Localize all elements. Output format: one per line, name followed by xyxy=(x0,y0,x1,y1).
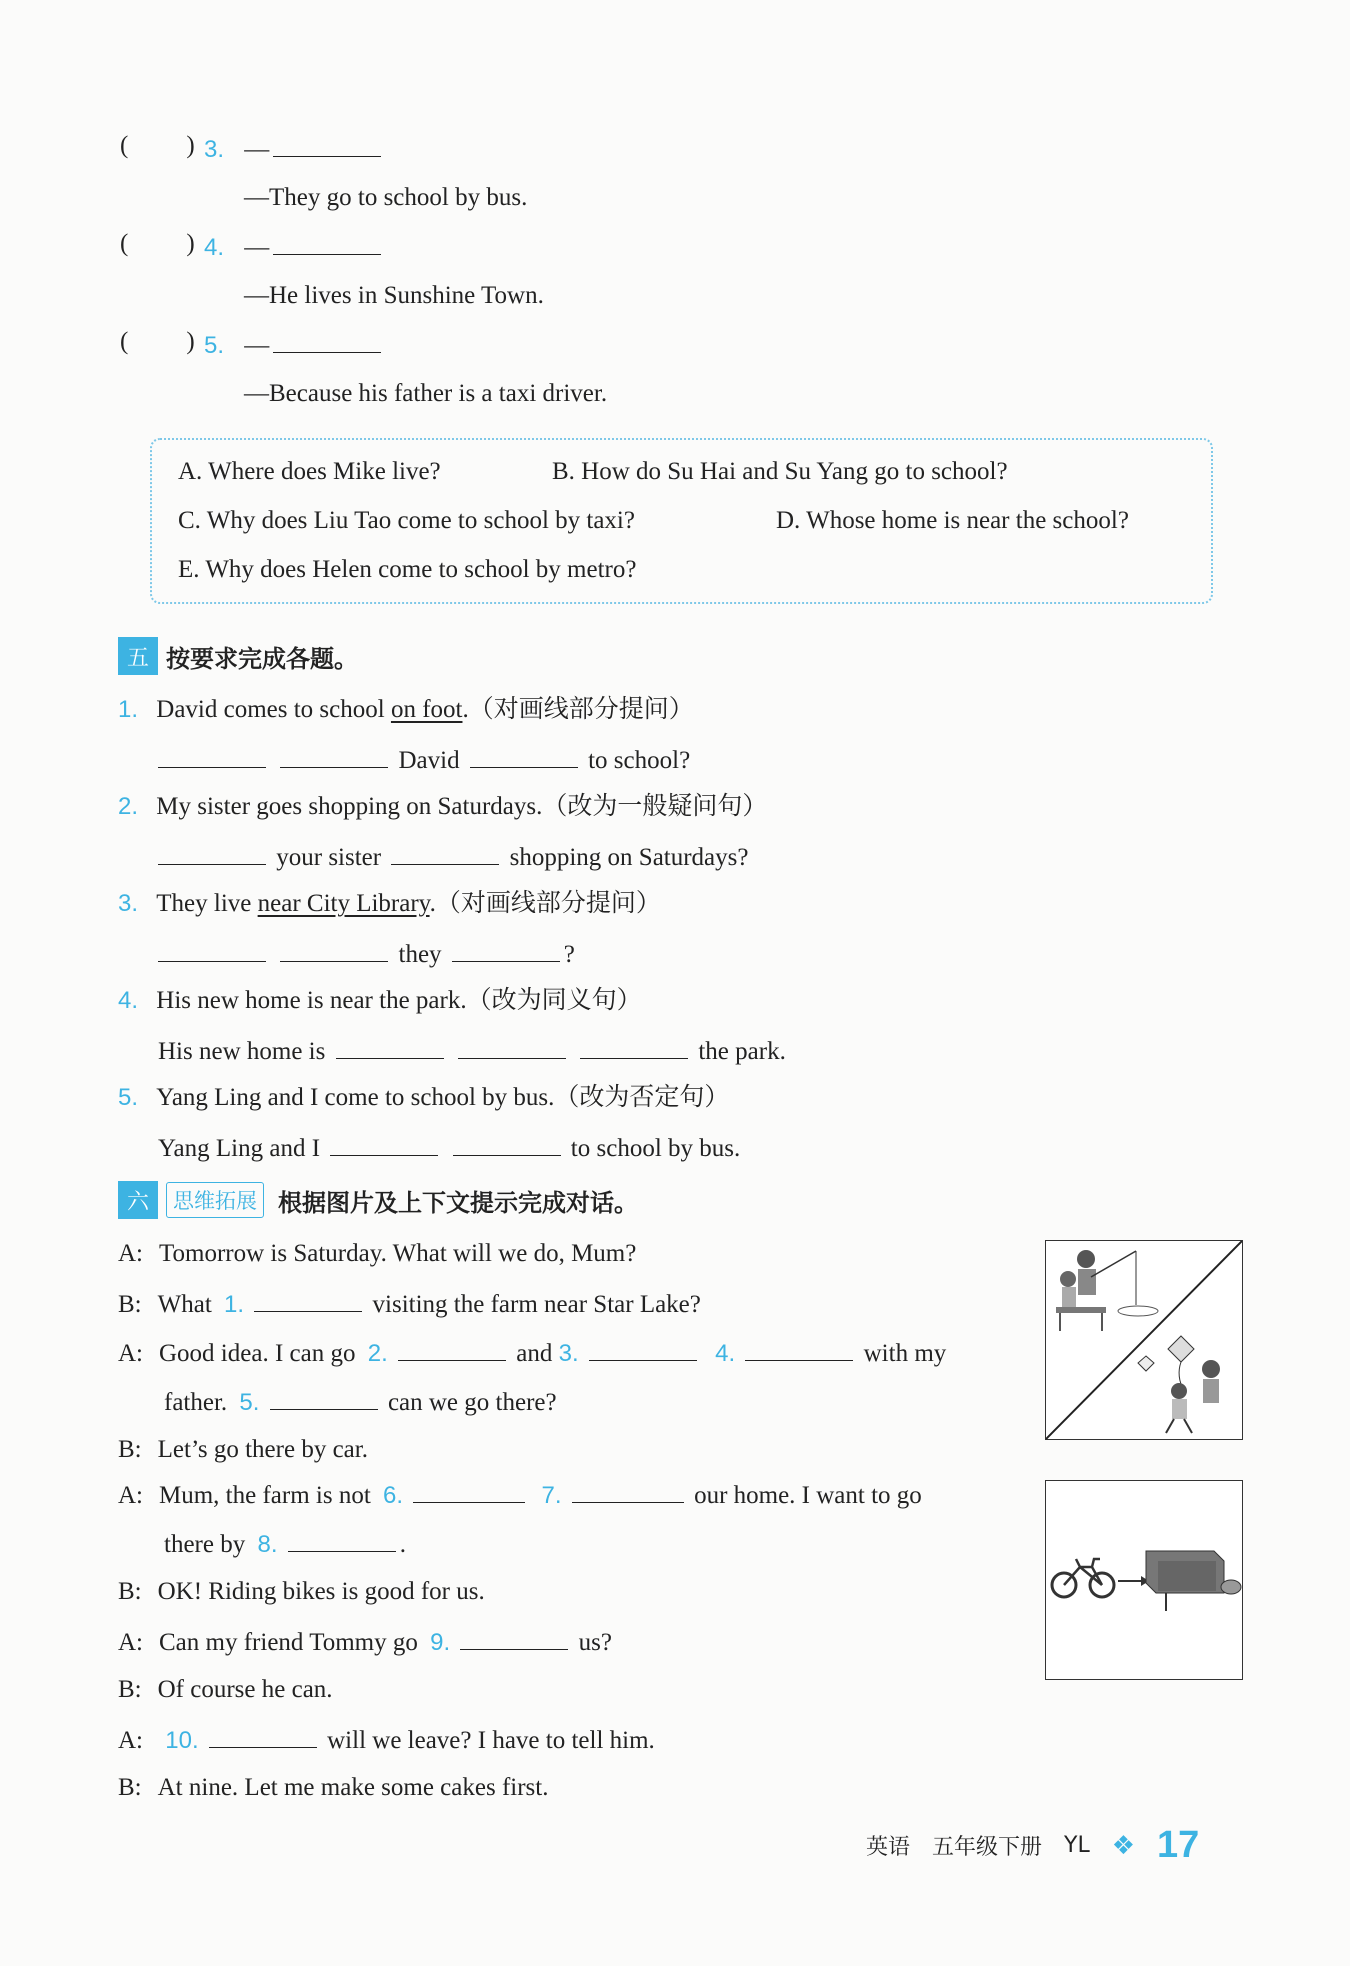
option-e: E. Why does Helen come to school by metro? xyxy=(178,556,637,583)
dialog-line-9: A: Can my friend Tommy go 9. us? xyxy=(118,1625,612,1659)
answer-paren-5[interactable]: ( ) xyxy=(120,328,195,355)
footer-grade: 五年级下册 xyxy=(932,1835,1043,1860)
blank[interactable] xyxy=(453,1131,561,1156)
dialog-line-7: there by 8. . xyxy=(164,1527,406,1561)
section-5-header xyxy=(118,637,358,675)
blank[interactable] xyxy=(745,1336,853,1361)
dialog-line-1: A: Tomorrow is Saturday. What will we do, Mum? xyxy=(118,1240,637,1267)
blank[interactable] xyxy=(280,937,388,962)
s5-answer-3: they ? xyxy=(158,937,575,971)
s5-item-1: 1. David comes to school on foot.（对画线部分提问） xyxy=(118,696,694,723)
answer-line-4: —He lives in Sunshine Town. xyxy=(244,282,544,309)
question-3: 3. — xyxy=(204,132,385,166)
blank[interactable] xyxy=(460,1625,568,1650)
blank[interactable] xyxy=(580,1034,688,1059)
blank[interactable] xyxy=(589,1336,697,1361)
dialog-line-4: father. 5. can we go there? xyxy=(164,1385,557,1419)
blank[interactable] xyxy=(470,743,578,768)
blank[interactable] xyxy=(280,743,388,768)
s5-item-4: 4. His new home is near the park.（改为同义句） xyxy=(118,987,642,1014)
s5-answer-4: His new home is the park. xyxy=(158,1034,786,1068)
question-4: 4. — xyxy=(204,230,385,264)
section-badge: 五 xyxy=(118,637,158,675)
blank[interactable] xyxy=(209,1723,317,1748)
option-c: C. Why does Liu Tao come to school by taxi? xyxy=(178,507,635,534)
blank[interactable] xyxy=(572,1478,684,1503)
footer-subject: 英语 xyxy=(866,1835,911,1860)
answer-line-3: —They go to school by bus. xyxy=(244,184,528,211)
dialog-line-6: A: Mum, the farm is not 6. 7. our home. I want to go xyxy=(118,1478,922,1512)
blank[interactable] xyxy=(158,937,266,962)
question-5: 5. — xyxy=(204,328,385,362)
page-footer xyxy=(866,1824,1199,1867)
footer-edition: YL xyxy=(1064,1833,1090,1858)
dialog-line-2: B: What 1. visiting the farm near Star Lake? xyxy=(118,1287,701,1321)
picture-fishing-kite xyxy=(1045,1240,1243,1440)
bike-to-home-illustration xyxy=(1046,1481,1242,1679)
dialog-line-3: A: Good idea. I can go 2. and 3. 4. with my xyxy=(118,1336,946,1370)
answer-line-5: —Because his father is a taxi driver. xyxy=(244,380,608,407)
blank[interactable] xyxy=(273,328,381,353)
page-number: 17 xyxy=(1157,1824,1200,1866)
diamond-icon: ❖ xyxy=(1111,1830,1136,1861)
answer-paren-3[interactable]: ( ) xyxy=(120,132,195,159)
dialog-line-11: A: 10. will we leave? I have to tell him. xyxy=(118,1723,655,1757)
blank[interactable] xyxy=(158,743,266,768)
blank[interactable] xyxy=(270,1385,378,1410)
answer-paren-4[interactable]: ( ) xyxy=(120,230,195,257)
dialog-line-5: B: Let’s go there by car. xyxy=(118,1436,368,1463)
s5-item-2: 2. My sister goes shopping on Saturdays.（改为一般疑问句） xyxy=(118,793,768,820)
blank[interactable] xyxy=(330,1131,438,1156)
s5-answer-2: your sister shopping on Saturdays? xyxy=(158,840,748,874)
blank[interactable] xyxy=(273,132,381,157)
dialog-line-8: B: OK! Riding bikes is good for us. xyxy=(118,1578,485,1605)
blank[interactable] xyxy=(458,1034,566,1059)
s5-answer-5: Yang Ling and I to school by bus. xyxy=(158,1131,740,1165)
blank[interactable] xyxy=(254,1287,362,1312)
blank[interactable] xyxy=(413,1478,525,1503)
picture-bike-home xyxy=(1045,1480,1243,1680)
blank[interactable] xyxy=(452,937,560,962)
fishing-kite-illustration xyxy=(1046,1241,1242,1439)
blank[interactable] xyxy=(391,840,499,865)
s5-answer-1: David to school? xyxy=(158,743,690,777)
option-b: B. How do Su Hai and Su Yang go to school? xyxy=(552,458,1008,485)
section-tag: 思维拓展 xyxy=(166,1182,264,1218)
blank[interactable] xyxy=(273,230,381,255)
blank[interactable] xyxy=(398,1336,506,1361)
s5-item-3: 3. They live near City Library.（对画线部分提问） xyxy=(118,890,661,917)
section-6-header xyxy=(118,1181,638,1219)
blank[interactable] xyxy=(336,1034,444,1059)
option-d: D. Whose home is near the school? xyxy=(776,507,1129,534)
blank[interactable] xyxy=(158,840,266,865)
dialog-line-12: B: At nine. Let me make some cakes first. xyxy=(118,1774,549,1801)
section-title: 根据图片及上下文提示完成对话。 xyxy=(278,1188,638,1217)
s5-item-5: 5. Yang Ling and I come to school by bus.（改为否定句） xyxy=(118,1084,730,1111)
blank[interactable] xyxy=(288,1527,396,1552)
option-a: A. Where does Mike live? xyxy=(178,458,441,485)
section-badge: 六 xyxy=(118,1181,158,1219)
dialog-line-10: B: Of course he can. xyxy=(118,1676,333,1703)
section-title: 按要求完成各题。 xyxy=(166,644,358,673)
